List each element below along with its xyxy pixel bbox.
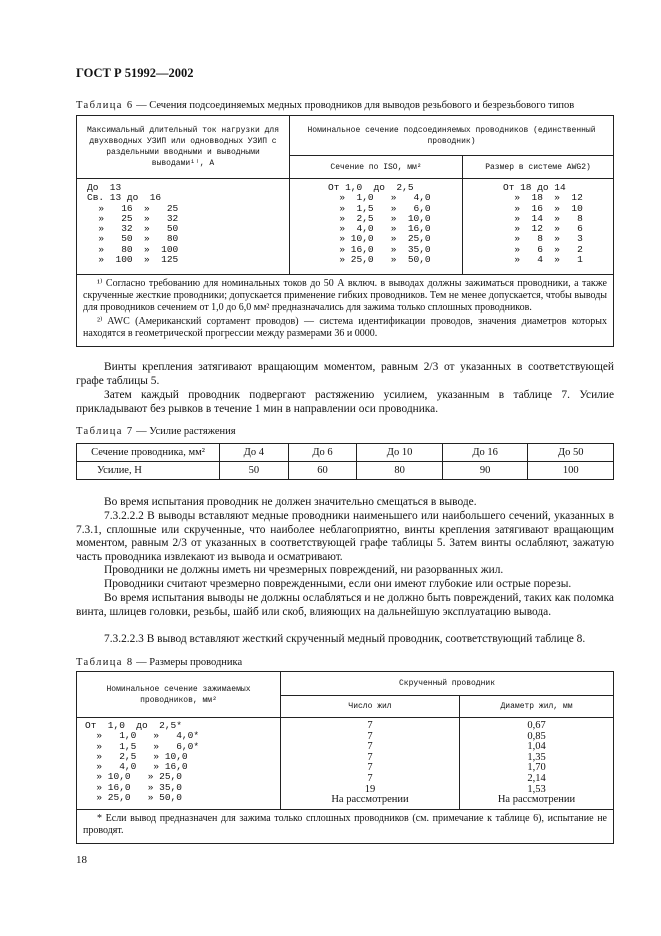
table7-force-cell: 50 [220, 462, 289, 480]
table8-caption-text: — Размеры проводника [133, 657, 243, 668]
table7-force-cell: 90 [442, 462, 528, 480]
table8-group-header: Скрученный проводник [281, 672, 614, 696]
paragraph-7-3-2-2-2: 7.3.2.2.2 В выводы вставляют медные проводники наименьшего или наибольшего сечений, указанных в 7.3.1, сплошные или скрученные, что наиболее неблагоприятно, винты крепления затягивают вращающим моментом, равным 2/3 от указанных в соответствующей графе таблицы 5. Затем винты ослабляют, зажатую часть проводника извлекают из вывода и осматривают. [76, 510, 614, 563]
table7-section-cell: До 4 [220, 444, 289, 462]
table8 [76, 671, 614, 844]
table8-col3-header: Диаметр жил, мм [460, 696, 614, 718]
table8-caption [76, 657, 242, 668]
table7-force-cell: 60 [288, 462, 357, 480]
table6-caption [76, 100, 574, 111]
table6-awg-values: От 18 до 14 » 18 » 12 » 16 » 10 » 14 » 8 » 12 » 6 » 8 » 3 » 6 » 2 » 4 » 1 [463, 179, 614, 275]
table6-col3-header: Размер в системе AWG2) [463, 156, 614, 179]
table7-caption-text: — Усилие растяжения [133, 426, 236, 437]
table7-section-cell: До 50 [528, 444, 614, 462]
table6-col1-header: Максимальный длительный ток нагрузки для двухвводных УЗИП или одновводных УЗИП с раздельными вводными и выводными выводами¹⁾, А [77, 116, 290, 179]
table7 [76, 443, 614, 480]
table6-caption-label: Таблица 6 [76, 100, 134, 111]
table7-section-cell: До 16 [442, 444, 528, 462]
document-title: ГОСТ Р 51992—2002 [76, 66, 194, 80]
table7-section-cell: До 6 [288, 444, 357, 462]
table6-col2-header: Сечение по ISO, мм² [290, 156, 463, 179]
table7-caption [76, 426, 236, 437]
paragraph-no-loosening: Во время испытания выводы не должны ослабляться и не должно быть повреждений, таких как поломка винта, шлицев головки, резьбы, шайб или скоб, влияющих на дальнейшую эксплуатацию вывода. [76, 592, 614, 618]
table7-force-label: Усилие, Н [77, 462, 220, 480]
table7-caption-label: Таблица 7 [76, 426, 134, 437]
paragraph-displacement: Во время испытания проводник не должен значительно смещаться в выводе. [104, 496, 477, 508]
table7-section-label: Сечение проводника, мм² [77, 444, 220, 462]
table6-group-header: Номинальное сечение подсоединяемых проводников (единственный проводник) [290, 116, 614, 156]
table8-caption-label: Таблица 8 [76, 657, 134, 668]
table8-col2-header: Число жил [281, 696, 460, 718]
table8-note [77, 810, 614, 844]
table6-caption-text: — Сечения подсоединяемых медных проводников для выводов резьбового и безрезьбового типов [133, 100, 575, 111]
table8-section-values: От 1,0 до 2,5* » 1,0 » 4,0* » 1,5 » 6,0* » 2,5 » 10,0 » 4,0 » 16,0 » 10,0 » 25,0 » 16,0 » 35,0 » 25,0 » 50,0 [77, 718, 281, 810]
paragraph-7-3-2-2-3: 7.3.2.2.3 В вывод вставляют жесткий скрученный медный проводник, соответствующий таблице 8. [104, 633, 586, 645]
table7-force-cell: 100 [528, 462, 614, 480]
table7-section-cell: До 10 [357, 444, 443, 462]
table8-col1-header: Номинальное сечение зажимаемых проводников, мм² [77, 672, 281, 718]
table6-note1: ¹⁾ Согласно требованию для номинальных токов до 50 А включ. в выводах должны зажиматься проводники, а также скрученные жесткие проводники; допускается применение гибких проводников. Тем не менее допускается, чтобы выводы для проводников сечением от 1,0 до 6,0 мм² предназначались для зажима только сплошных проводников. [83, 278, 607, 313]
paragraph-tension: Затем каждый проводник подвергают растяжению усилием, указанным в таблице 7. Усилие прикладывают без рывков в течение 1 мин в направлении оси проводника. [76, 389, 614, 415]
paragraph-no-damage: Проводники не должны иметь ни чрезмерных повреждений, ни разорванных жил. [104, 564, 504, 576]
table7-force-cell: 80 [357, 462, 443, 480]
table6-notes [77, 275, 614, 347]
table6-note2: ²⁾ AWC (Американский сортамент проводов) — система идентификации проводов, значения диаметров которых находятся в геометрической прогрессии между размерами 36 и 0000. [83, 316, 607, 339]
table8-strand-diameter-values: 0,67 0,85 1,04 1,35 1,70 2,14 1,53 На рассмотрении [460, 718, 614, 810]
table6-current-values: До 13 Св. 13 до 16 » 16 » 25 » 25 » 32 » 32 » 50 » 50 » 80 » 80 » 100 » 100 » 125 [77, 179, 290, 275]
page-number: 18 [76, 854, 87, 866]
table6 [76, 115, 614, 347]
table8-strand-count-values: 7 7 7 7 7 7 19 На рассмотрении [281, 718, 460, 810]
paragraph-excessive-damage: Проводники считают чрезмерно поврежденными, если они имеют глубокие или острые порезы. [104, 578, 572, 590]
table6-iso-values: От 1,0 до 2,5 » 1,0 » 4,0 » 1,5 » 6,0 » 2,5 » 10,0 » 4,0 » 16,0 » 10,0 » 25,0 » 16,0 » 35,0 » 25,0 » 50,0 [290, 179, 463, 275]
paragraph-torque: Винты крепления затягивают вращающим моментом, равным 2/3 от указанных в соответствующей графе таблицы 5. [76, 361, 614, 387]
table8-note-text: * Если вывод предназначен для зажима только сплошных проводников (см. примечание к таблице 6), испытание не проводят. [83, 813, 607, 836]
